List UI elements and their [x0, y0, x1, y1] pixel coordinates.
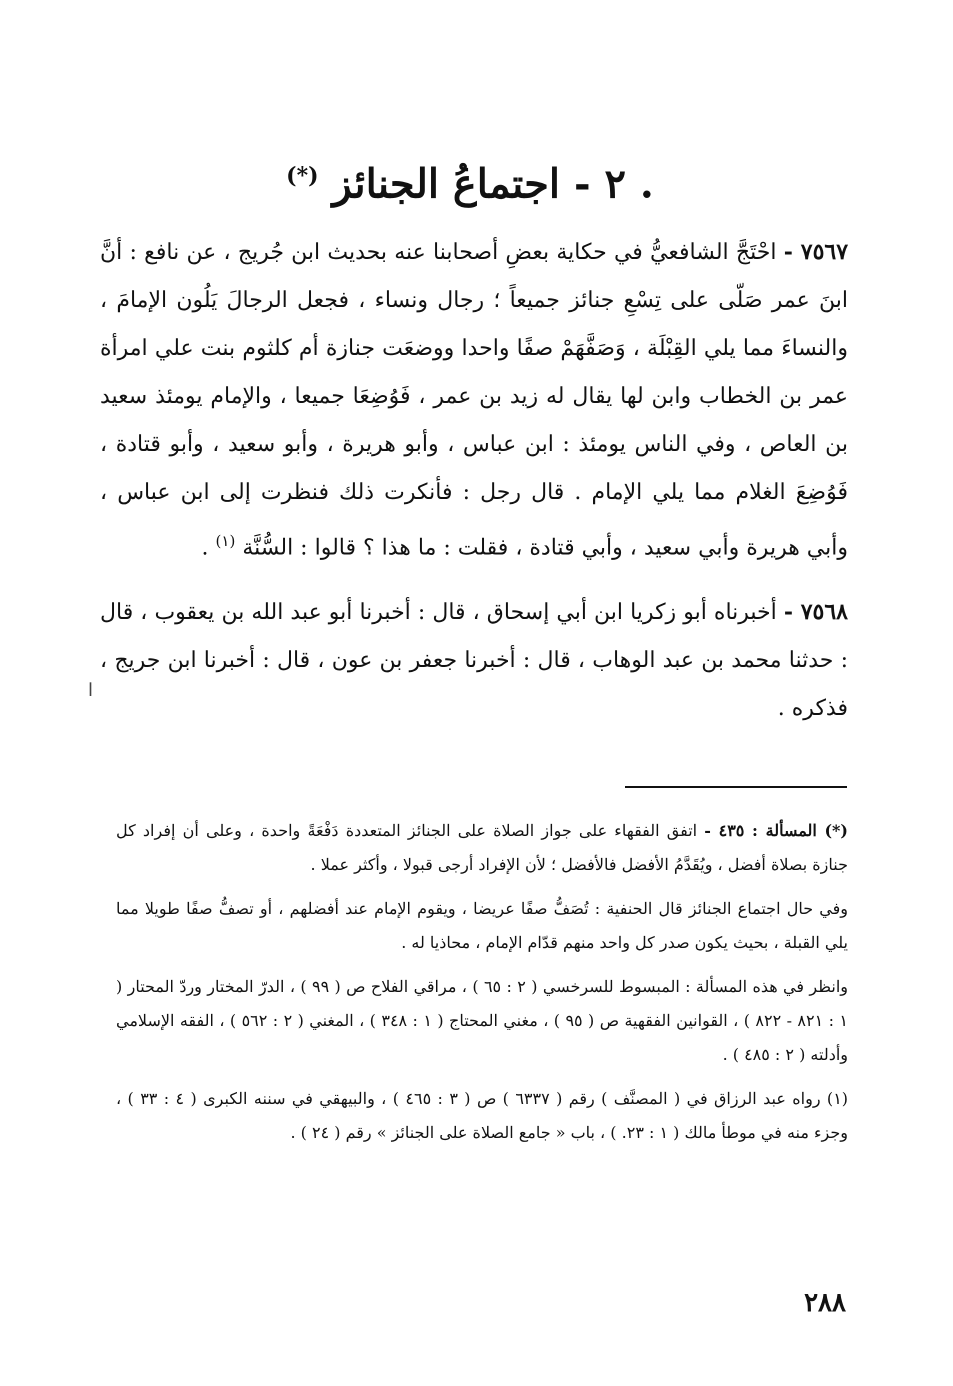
footnotes — [116, 814, 848, 1160]
hadith-text: أخبرناه أبو زكريا ابن أبي إسحاق ، قال : أخبرنا أبو عبد الله بن يعقوب ، قال : حدثنا محمد بن عبد الوهاب ، قال : أخبرنا جعفر بن عون ، قال : أخبرنا ابن جريج ، فذكره . — [100, 600, 848, 722]
footnote-item: (١) رواه عبد الرزاق في ( المصنَّف ) رقم ( ٦٣٣٧ ) ص ( ٣ : ٤٦٥ ) ، والبيهقي في سننه الكبرى ( ٤ : ٣٣ ) ، وجزء منه في موطأ مالك ( ١ : ٢٣. ) ، باب « جامع الصلاة على الجنائز » رقم ( ٢٤ ) . — [116, 1089, 849, 1142]
footnote-separator — [625, 786, 847, 788]
footnote-item — [116, 814, 848, 882]
hadith-end-mark: . — [201, 535, 209, 561]
chapter-title — [100, 146, 840, 214]
chapter-footnote-marker: (*) — [286, 163, 319, 189]
footnote-heading: (*) المسألة : ٤٣٥ - — [704, 821, 848, 840]
hadith-number: ٧٥٦٨ - — [783, 599, 848, 626]
hadith-paragraph — [100, 588, 848, 733]
footnote-text: اتفق الفقهاء على جواز الصلاة على الجنائز المتعددة دَفْعَةً واحدة ، وعلى أن إفراد كل جنازة بصلاة أفضل ، ويُقَدَّمُ الأفضل فالأفضل ؛ لأن الإفراد أرجى قبولا ، وأكثر عملا . — [116, 821, 848, 874]
chapter-title-text: . ٢ - اجتماعُ الجنائز — [332, 160, 654, 208]
footnote-reference: (١) — [215, 532, 236, 550]
hadith-paragraph — [100, 228, 848, 572]
footnote-item: وفي حال اجتماع الجنائز قال الحنفية : تُصَفُّ صفًا عريضا ، ويقوم الإمام عند أفضلهم ، أو تصفُّ صفًا طويلا مما يلي القبلة ، بحيث يكون صدر كل واحد منهم قدّام الإمام ، محاذيا له . — [116, 899, 848, 952]
page-number: ٢٨٨ — [804, 1288, 846, 1318]
hadith-number: ٧٥٦٧ - — [783, 239, 849, 265]
main-text — [100, 228, 848, 749]
footnote-item: وانظر في هذه المسألة : المبسوط للسرخسي ( ٢ : ٦٥ ) ، مراقي الفلاح ص ( ٩٩ ) ، الدرّ المختار وردّ المحتار ( ١ : ٨٢١ - ٨٢٢ ) ، القوانين الفقهية ص ( ٩٥ ) ، مغني المحتاج ( ١ : ٣٤٨ ) ، المغني ( ٢ : ٥٦٢ ) ، الفقه الإسلامي وأدلته ( ٢ : ٤٨٥ ) . — [116, 977, 849, 1064]
margin-mark: ا — [88, 680, 94, 701]
hadith-text: احْتَجَّ الشافعيُّ في حكاية بعضِ أصحابنا عنه بحديث ابن جُريج ، عن نافع : أنَّ ابنَ عمر صَلّى على تِسْعِ جنائز جميعاً ؛ رجال ونساء ، فجعل الرجالَ يَلُون الإمامَ ، والنساءَ مما يلي القِبْلَة ، وَصَفَّهَمْ صفًا واحدا ووضعَت جنازة أم كلثوم بنت علي امرأة عمر بن الخطاب وابن لها يقال له زيد بن عمر ، فَوُضِعَا جميعا ، والإمام يومئذ سعيد بن العاص ، وفي الناس يومئذ : ابن عباس ، وأبو هريرة ، وأبو سعيد ، وأبو قتادة ، فَوُضِعَ الغلام مما يلي الإمام . قال رجل : فأنكرت ذلك فنظرت إلى ابن عباس ، وأبي هريرة وأبي سعيد ، وأبي قتادة ، فقلت : ما هذا ؟ قالوا : السُّنَّة — [100, 240, 848, 561]
